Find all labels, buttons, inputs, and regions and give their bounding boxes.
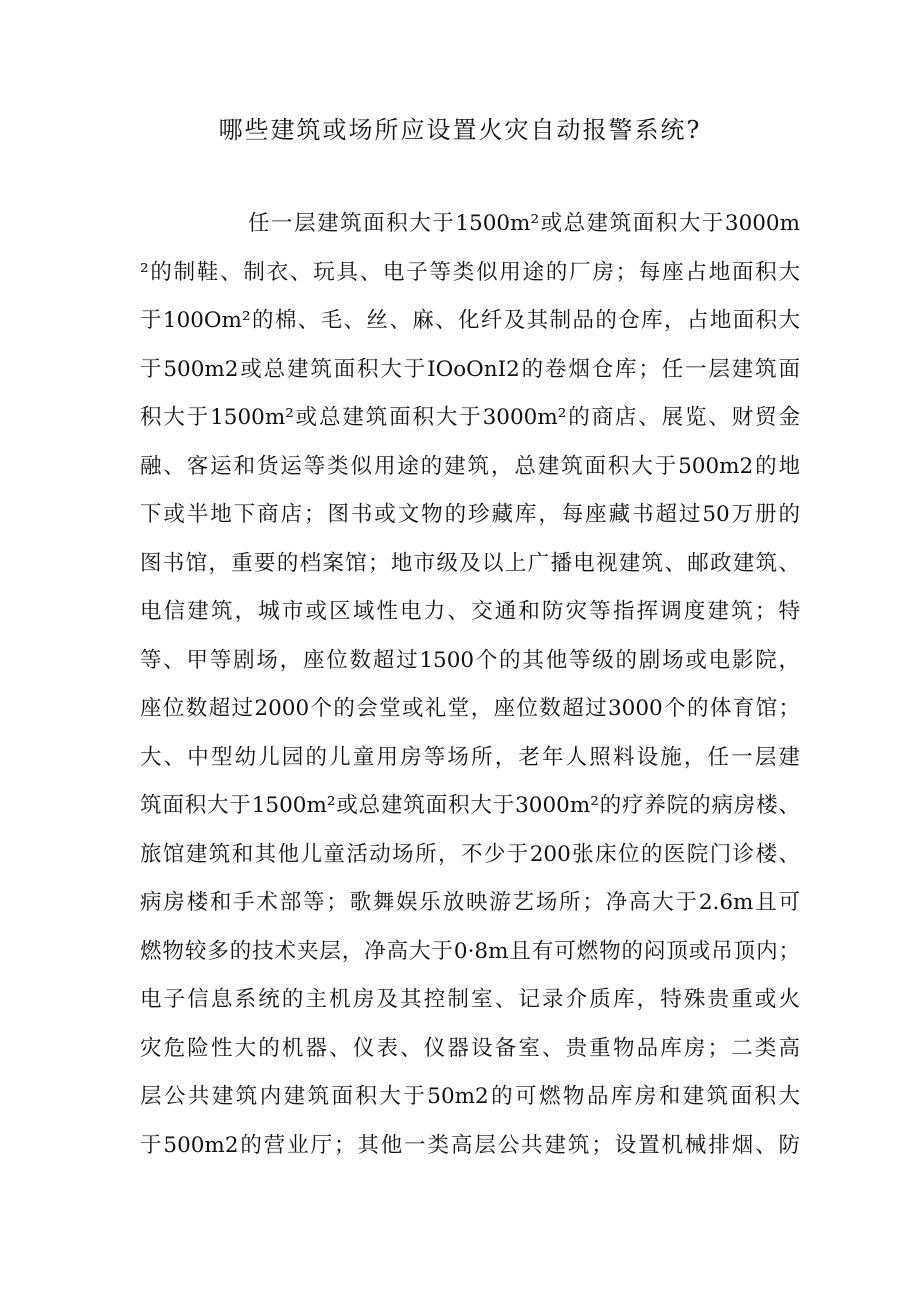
- body-line: ²的制鞋、制衣、玩具、电子等类似用途的厂房；每座占地面积大: [140, 259, 800, 285]
- body-line: 灾危险性大的机器、仪表、仪器设备室、贵重物品库房；二类高: [140, 1035, 800, 1061]
- body-line: 旅馆建筑和其他儿童活动场所，不少于200张床位的医院门诊楼、: [140, 841, 800, 867]
- body-line: 层公共建筑内建筑面积大于50m2的可燃物品库房和建筑面积大: [140, 1084, 800, 1109]
- body-line: 图书馆，重要的档案馆；地市级及以上广播电视建筑、邮政建筑、: [140, 550, 800, 576]
- body-line: 下或半地下商店；图书或文物的珍藏库，每座藏书超过50万册的: [140, 502, 800, 527]
- body-line: 于500m2的营业厅；其他一类高层公共建筑；设置机械排烟、防: [140, 1132, 800, 1158]
- body-line: 于100Om²的棉、毛、丝、麻、化纤及其制品的仓库，占地面积大: [140, 308, 800, 333]
- body-line: 燃物较多的技术夹层，净高大于0·8m且有可燃物的闷顶或吊顶内；: [140, 938, 800, 964]
- body-line: 融、客运和货运等类似用途的建筑，总建筑面积大于500m2的地: [140, 453, 800, 479]
- body-line: 等、甲等剧场，座位数超过1500个的其他等级的剧场或电影院，: [140, 647, 800, 673]
- body-line: 筑面积大于1500m²或总建筑面积大于3000m²的疗养院的病房楼、: [140, 793, 800, 818]
- body-line: 电子信息系统的主机房及其控制室、记录介质库，特殊贵重或火: [140, 987, 800, 1012]
- body-line: 电信建筑，城市或区域性电力、交通和防灾等指挥调度建筑；特: [140, 599, 800, 624]
- body-line: 于500m2或总建筑面积大于IOoOnI2的卷烟仓库；任一层建筑面: [140, 356, 800, 382]
- document-title: 哪些建筑或场所应设置火灾自动报警系统?: [218, 116, 702, 144]
- body-line: 病房楼和手术部等；歌舞娱乐放映游艺场所；净高大于2.6m且可: [140, 890, 800, 915]
- body-line: 任一层建筑面积大于1500m²或总建筑面积大于3000m: [248, 211, 800, 236]
- body-line: 大、中型幼儿园的儿童用房等场所，老年人照料设施，任一层建: [140, 744, 800, 770]
- document-body: [140, 204, 800, 1174]
- body-line: 积大于1500m²或总建筑面积大于3000m²的商店、展览、财贸金: [140, 405, 800, 430]
- body-line: 座位数超过2000个的会堂或礼堂，座位数超过3000个的体育馆；: [140, 696, 800, 721]
